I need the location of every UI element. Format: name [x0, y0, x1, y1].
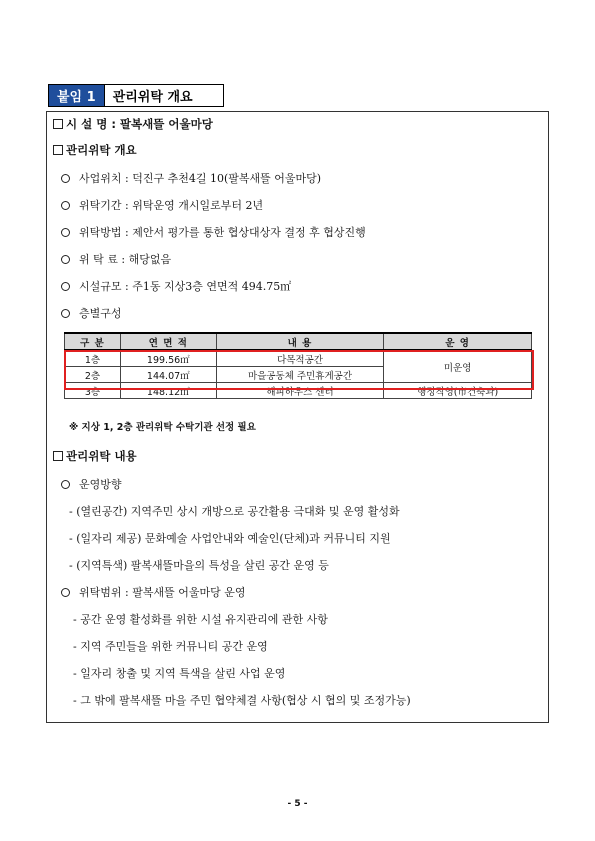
- scope-line: 위탁범위 : 팔복새뜰 어울마당 운영: [61, 584, 245, 600]
- square-bullet-icon: [53, 119, 63, 129]
- circle-bullet-icon: [61, 480, 70, 489]
- direction-item: - (열린공간) 지역주민 상시 개방으로 공간활용 극대화 및 운영 활성화: [69, 505, 400, 518]
- circle-bullet-icon: [61, 309, 70, 318]
- direction-item: - (일자리 제공) 문화예술 사업안내와 예술인(단체)과 커뮤니티 지원: [69, 532, 391, 545]
- overview-item: 위탁방법 : 제안서 평가를 통한 협상대상자 결정 후 협상진행: [61, 224, 366, 240]
- facility-name-line: [53, 116, 213, 132]
- circle-bullet-icon: [61, 588, 70, 597]
- area-cell: 144.07㎡: [120, 367, 216, 383]
- overview-item: 위 탁 료 : 해당없음: [61, 251, 171, 267]
- operation-cell: 미운영: [384, 350, 532, 383]
- header-cell: 연 면 적: [120, 333, 216, 350]
- circle-bullet-icon: [61, 255, 70, 264]
- area-cell: 199.56㎡: [120, 350, 216, 367]
- overview-item: 사업위치 : 덕진구 추천4길 10(팔복새뜰 어울마당): [61, 170, 321, 186]
- table-row: [65, 350, 532, 367]
- table-note: ※ 지상 1, 2층 관리위탁 수탁기관 선정 필요: [69, 422, 256, 433]
- overview-item: 시설규모 : 주1동 지상3층 연면적 494.75㎡: [61, 278, 291, 294]
- scope-item: - 공간 운영 활성화를 위한 시설 유지관리에 관한 사항: [73, 613, 328, 626]
- content-cell: 다목적공간: [216, 350, 384, 367]
- direction-line: 운영방향: [61, 476, 122, 492]
- circle-bullet-icon: [61, 282, 70, 291]
- operation-cell: 행정직영(市건축과): [384, 383, 532, 399]
- page-number: - 5 -: [287, 799, 308, 809]
- floor-cell: 2층: [65, 367, 121, 383]
- scope-item: - 지역 주민들을 위한 커뮤니티 공간 운영: [73, 640, 268, 653]
- overview-item: 위탁기간 : 위탁운영 개시일로부터 2년: [61, 197, 263, 213]
- section-title: 관리위탁 개요: [105, 85, 223, 106]
- floor-cell: 3층: [65, 383, 121, 399]
- header-cell: 내 용: [216, 333, 384, 350]
- circle-bullet-icon: [61, 174, 70, 183]
- attachment-tag: 붙임 1: [49, 85, 105, 106]
- direction-item: - (지역특색) 팔복새뜰마을의 특성을 살린 공간 운영 등: [69, 559, 329, 572]
- section-header: [48, 84, 224, 107]
- overview-heading: [53, 142, 137, 158]
- circle-bullet-icon: [61, 228, 70, 237]
- square-bullet-icon: [53, 451, 63, 461]
- content-box: [46, 111, 549, 723]
- floor-cell: 1층: [65, 350, 121, 367]
- content-cell: 해피하우스 센터: [216, 383, 384, 399]
- content-title: 관리위탁 내용: [66, 449, 137, 463]
- header-cell: 구 분: [65, 333, 121, 350]
- scope-item: - 일자리 창출 및 지역 특색을 살린 사업 운영: [73, 667, 286, 680]
- overview-item: 층별구성: [61, 305, 122, 321]
- facility-name: 시 설 명 : 팔복새뜰 어울마당: [66, 117, 213, 131]
- content-heading: [53, 448, 137, 464]
- scope-item: - 그 밖에 팔복새뜰 마을 주민 협약체결 사항(협상 시 협의 및 조정가능): [73, 694, 411, 707]
- table-header-row: [65, 333, 532, 350]
- overview-title: 관리위탁 개요: [66, 143, 137, 157]
- circle-bullet-icon: [61, 201, 70, 210]
- content-cell: 마을공동체 주민휴게공간: [216, 367, 384, 383]
- area-cell: 148.12㎡: [120, 383, 216, 399]
- table-row: [65, 383, 532, 399]
- square-bullet-icon: [53, 145, 63, 155]
- floor-table: [64, 332, 532, 399]
- header-cell: 운 영: [384, 333, 532, 350]
